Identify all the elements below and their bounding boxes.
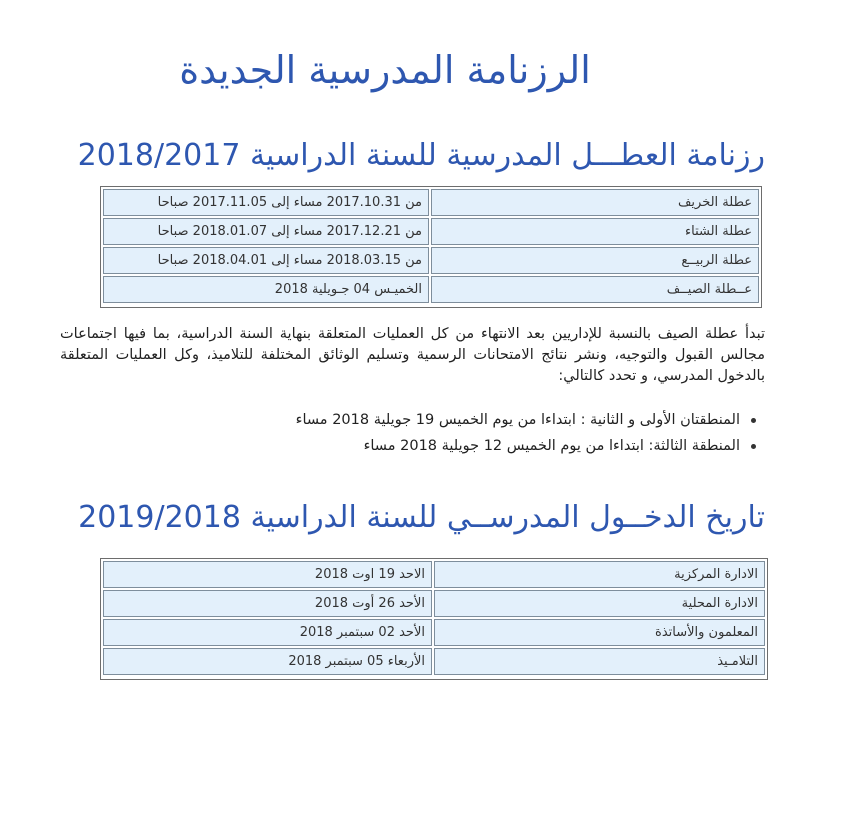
table-row	[103, 189, 759, 216]
table-row	[103, 276, 759, 303]
entry-group: التلامـيذ	[434, 648, 765, 675]
list-item: المنطقة الثالثة: ابتداءا من يوم الخميس 12 جويلية 2018 مساء	[200, 434, 740, 458]
table-row	[103, 590, 765, 617]
entry-group: الادارة المحلية	[434, 590, 765, 617]
holidays-heading: رزنامة العطـــل المدرسية للسنة الدراسية 2018/2017	[77, 138, 765, 173]
summer-holiday-paragraph: تبدأ عطلة الصيف بالنسبة للإداريين بعد الانتهاء من كل العمليات المتعلقة بنهاية السنة الدراسية، بما فيها اجتماعات مجالس القبول والتوجيه، ونشر نتائج الامتحانات الرسمية وتسليم الوثائق المختلفة للتلاميذ، وكل العمليات المتعلقة بالدخول المدرسي، و تحدد كالتالي:	[60, 326, 765, 384]
holidays-table	[100, 186, 762, 308]
holiday-dates: من 2018.03.15 مساء إلى 2018.04.01 صباحا	[103, 247, 429, 274]
entry-group: الادارة المركزية	[434, 561, 765, 588]
zone-list	[200, 408, 758, 460]
entry-date: الأحد 26 أوت 2018	[103, 590, 432, 617]
table-row	[103, 561, 765, 588]
entry-date: الأربعاء 05 سبتمبر 2018	[103, 648, 432, 675]
page-title: الرزنامة المدرسية الجديدة	[179, 48, 591, 92]
holiday-dates: من 2017.10.31 مساء إلى 2017.11.05 صباحا	[103, 189, 429, 216]
table-row	[103, 648, 765, 675]
entry-table	[100, 558, 768, 680]
table-row	[103, 218, 759, 245]
holiday-name: عطلة الربيــع	[431, 247, 759, 274]
holiday-name: عطلة الخريف	[431, 189, 759, 216]
holiday-dates: الخميـس 04 جـويلية 2018	[103, 276, 429, 303]
entry-date: الاحد 19 اوت 2018	[103, 561, 432, 588]
table-row	[103, 619, 765, 646]
holiday-dates: من 2017.12.21 مساء إلى 2018.01.07 صباحا	[103, 218, 429, 245]
entry-date: الأحد 02 سبتمبر 2018	[103, 619, 432, 646]
entry-heading: تاريخ الدخــول المدرســي للسنة الدراسية 2019/2018	[78, 500, 765, 535]
entry-group: المعلمون والأساتذة	[434, 619, 765, 646]
holiday-name: عــطلة الصيــف	[431, 276, 759, 303]
list-item: المنطقتان الأولى و الثانية : ابتداءا من يوم الخميس 19 جويلية 2018 مساء	[200, 408, 740, 432]
holiday-name: عطلة الشتاء	[431, 218, 759, 245]
table-row	[103, 247, 759, 274]
